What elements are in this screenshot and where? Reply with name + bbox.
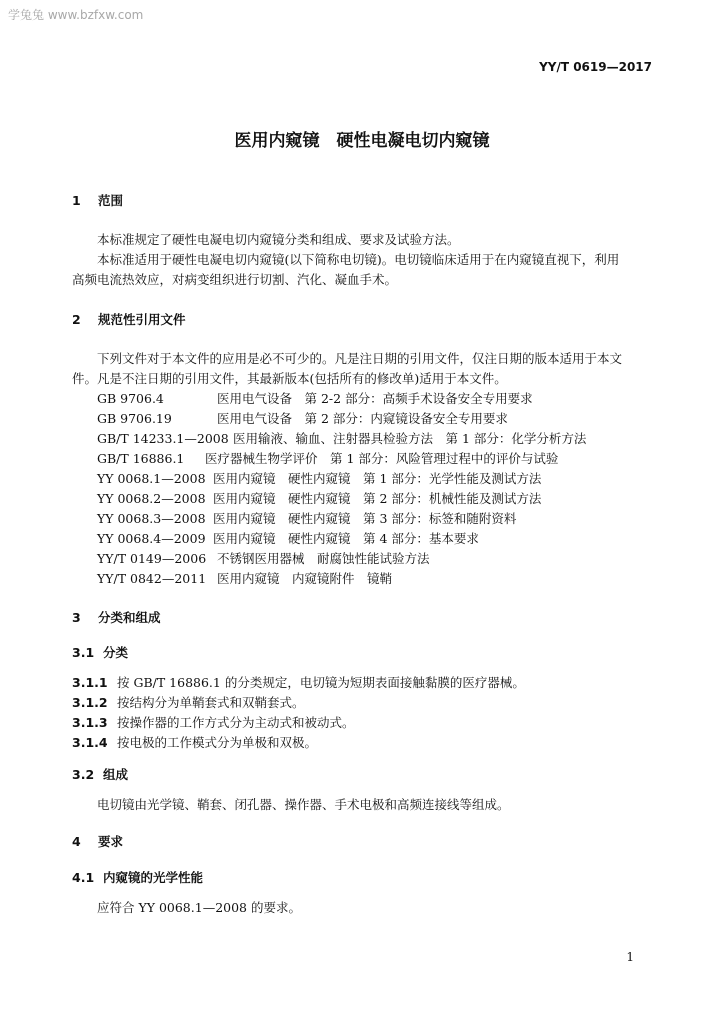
reference-title: 医用内窥镜 硬性内窥镜 第 1 部分：光学性能及测试方法	[213, 471, 542, 486]
section-number: 3	[72, 610, 81, 625]
section-title: 组成	[103, 767, 129, 782]
reference-code: YY 0068.4—2009	[97, 531, 206, 546]
section-4-heading	[72, 832, 123, 850]
section-2-heading	[72, 310, 186, 328]
reference-code: YY/T 0149—2006	[97, 551, 207, 566]
reference-title: 医用内窥镜 硬性内窥镜 第 3 部分：标签和随附资料	[213, 511, 517, 526]
reference-title: 医用内窥镜 硬性内窥镜 第 4 部分：基本要求	[213, 531, 479, 546]
section-number: 4	[72, 834, 81, 849]
reference-code: GB 9706.4	[97, 391, 164, 406]
reference-code: GB/T 14233.1—2008	[97, 431, 229, 446]
document-title: 医用内窥镜 硬性电凝电切内窥镜	[234, 131, 490, 151]
subsection-3-2-heading	[72, 765, 128, 783]
section-3-heading	[72, 608, 161, 626]
clause-item	[72, 733, 317, 751]
section-title: 分类	[103, 645, 129, 660]
section-1-heading	[72, 191, 123, 209]
subsection-3-1-heading	[72, 643, 128, 661]
reference-title: 医用输液、输血、注射器具检验方法 第 1 部分：化学分析方法	[233, 431, 587, 446]
reference-item	[97, 549, 430, 567]
reference-title: 医用内窥镜 硬性内窥镜 第 2 部分：机械性能及测试方法	[213, 491, 542, 506]
section-title: 范围	[98, 193, 124, 208]
reference-code: YY 0068.3—2008	[97, 511, 206, 526]
reference-item	[97, 529, 479, 547]
reference-code: GB/T 16886.1	[97, 451, 185, 466]
section-title: 要求	[98, 834, 124, 849]
reference-code: GB 9706.19	[97, 411, 172, 426]
reference-title: 医用电气设备 第 2-2 部分：高频手术设备安全专用要求	[217, 391, 533, 406]
reference-item	[97, 389, 533, 407]
reference-code: YY/T 0842—2011	[97, 571, 207, 586]
paragraph: 电切镜由光学镜、鞘套、闭孔器、操作器、手术电极和高频连接线等组成。	[97, 797, 510, 812]
paragraph-line: 下列文件对于本文件的应用是必不可少的。凡是注日期的引用文件，仅注日期的版本适用于本文	[97, 351, 623, 366]
clause-number: 3.1.2	[72, 695, 108, 710]
reference-code: YY 0068.2—2008	[97, 491, 206, 506]
section-number: 1	[72, 193, 81, 208]
reference-title: 不锈钢医用器械 耐腐蚀性能试验方法	[217, 551, 430, 566]
section-number: 3.1	[72, 645, 95, 660]
reference-title: 医用电气设备 第 2 部分：内窥镜设备安全专用要求	[217, 411, 508, 426]
section-title: 内窥镜的光学性能	[103, 870, 204, 885]
clause-item	[72, 713, 355, 731]
clause-item	[72, 673, 525, 691]
paragraph: 应符合 YY 0068.1—2008 的要求。	[97, 900, 301, 915]
reference-title: 医用内窥镜 内窥镜附件 镜鞘	[217, 571, 393, 586]
clause-text: 按结构分为单鞘套式和双鞘套式。	[117, 695, 305, 710]
clause-text: 按电极的工作模式分为单极和双极。	[117, 735, 318, 750]
clause-number: 3.1.3	[72, 715, 108, 730]
reference-item	[97, 449, 558, 467]
watermark: 学兔兔 www.bzfxw.com	[8, 8, 144, 22]
reference-title: 医疗器械生物学评价 第 1 部分：风险管理过程中的评价与试验	[205, 451, 559, 466]
reference-item	[97, 569, 392, 587]
section-number: 2	[72, 312, 81, 327]
reference-item	[97, 469, 541, 487]
clause-number: 3.1.1	[72, 675, 108, 690]
section-number: 3.2	[72, 767, 95, 782]
section-number: 4.1	[72, 870, 95, 885]
reference-item	[97, 429, 586, 447]
section-title: 规范性引用文件	[98, 312, 186, 327]
paragraph-line: 本标准适用于硬性电凝电切内窥镜(以下简称电切镜)。电切镜临床适用于在内窥镜直视下，利用	[97, 252, 620, 267]
standard-code: YY/T 0619—2017	[539, 60, 652, 74]
section-title: 分类和组成	[98, 610, 161, 625]
paragraph-line: 高频电流热效应，对病变组织进行切割、汽化、凝血手术。	[72, 272, 398, 287]
reference-item	[97, 509, 516, 527]
reference-item	[97, 489, 541, 507]
paragraph: 本标准规定了硬性电凝电切内窥镜分类和组成、要求及试验方法。	[97, 232, 460, 247]
reference-item	[97, 409, 508, 427]
clause-number: 3.1.4	[72, 735, 108, 750]
reference-code: YY 0068.1—2008	[97, 471, 206, 486]
page-number: 1	[626, 950, 634, 964]
clause-text: 按操作器的工作方式分为主动式和被动式。	[117, 715, 355, 730]
clause-item	[72, 693, 305, 711]
paragraph-line: 件。凡是不注日期的引用文件，其最新版本(包括所有的修改单)适用于本文件。	[72, 371, 507, 386]
subsection-4-1-heading	[72, 868, 203, 886]
clause-text: 按 GB/T 16886.1 的分类规定，电切镜为短期表面接触黏膜的医疗器械。	[117, 675, 525, 690]
